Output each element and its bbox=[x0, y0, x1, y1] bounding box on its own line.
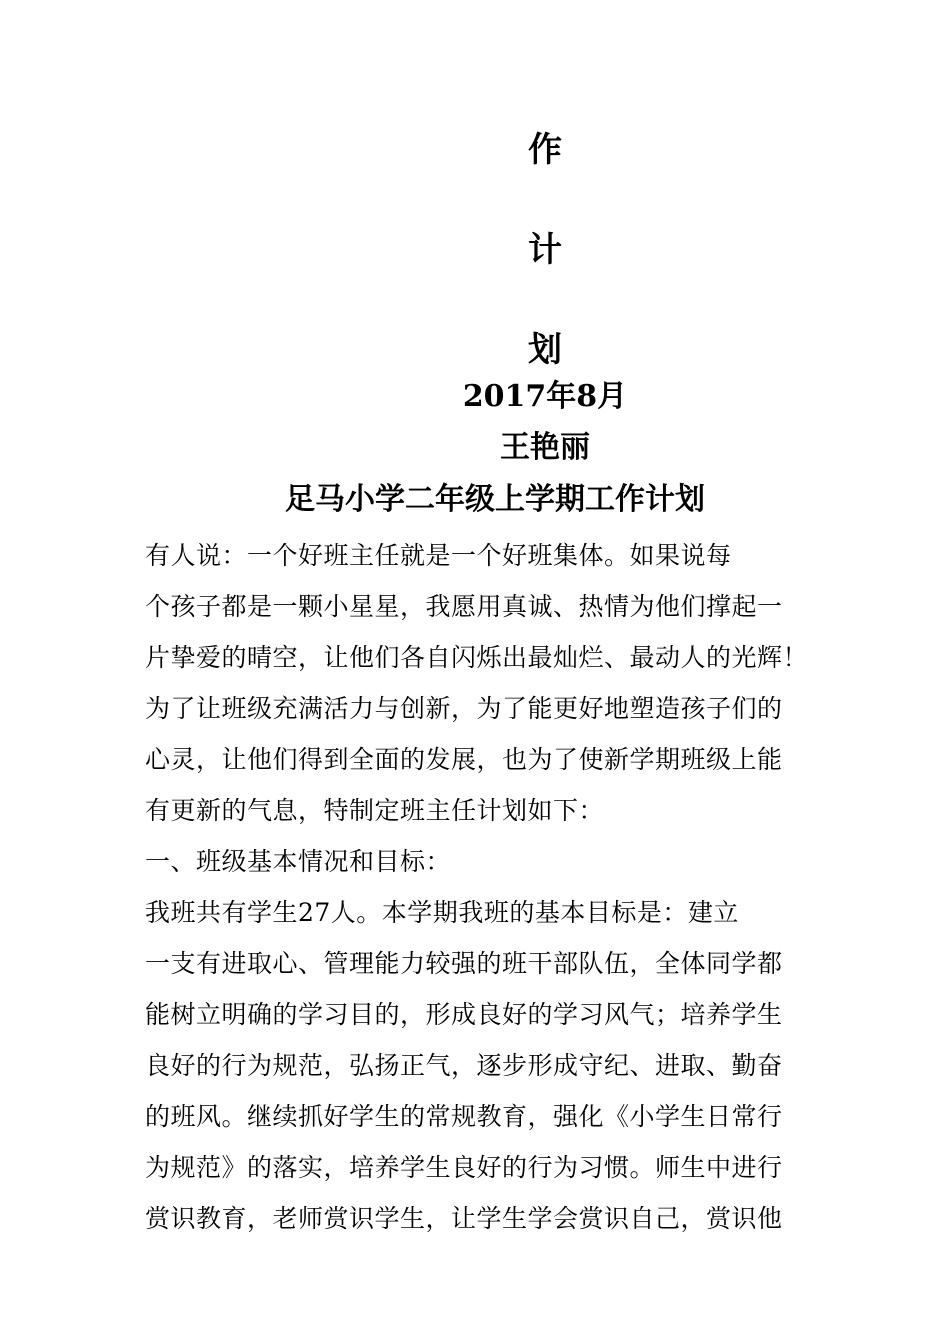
body-line: 一支有进取心、管理能力较强的班干部队伍，全体同学都 bbox=[145, 949, 783, 978]
body-line: 有更新的气息，特制定班主任计划如下： bbox=[145, 796, 605, 825]
body-line: 良好的行为规范，弘扬正气，逐步形成守纪、进取、勤奋 bbox=[145, 1051, 783, 1080]
document-author: 王艳丽 bbox=[500, 430, 590, 465]
body-line: 为规范》的落实，培养学生良好的行为习惯。师生中进行 bbox=[145, 1153, 783, 1182]
body-line: 有人说：一个好班主任就是一个好班集体。如果说每 bbox=[145, 541, 732, 570]
body-line: 为了让班级充满活力与创新，为了能更好地塑造孩子们的 bbox=[145, 694, 783, 723]
vertical-title-char: 划 bbox=[528, 330, 562, 370]
body-line: 片挚爱的晴空，让他们各自闪烁出最灿烂、最动人的光辉！ bbox=[145, 643, 809, 672]
document-title: 足马小学二年级上学期工作计划 bbox=[285, 482, 705, 517]
document-body bbox=[145, 530, 809, 1244]
vertical-title-char: 计 bbox=[528, 230, 562, 270]
document-date: 2017年8月 bbox=[462, 379, 628, 414]
body-line: 我班共有学生27人。本学期我班的基本目标是：建立 bbox=[145, 898, 739, 927]
body-line: 个孩子都是一颗小星星，我愿用真诚、热情为他们撑起一 bbox=[145, 592, 783, 621]
body-line: 的班风。继续抓好学生的常规教育，强化《小学生日常行 bbox=[145, 1102, 783, 1131]
body-line: 赏识教育，老师赏识学生，让学生学会赏识自己，赏识他 bbox=[145, 1204, 783, 1233]
vertical-title-char: 作 bbox=[528, 130, 562, 170]
section-heading: 一、班级基本情况和目标： bbox=[145, 847, 452, 876]
body-line: 能树立明确的学习目的，形成良好的学习风气；培养学生 bbox=[145, 1000, 783, 1029]
body-line: 心灵，让他们得到全面的发展，也为了使新学期班级上能 bbox=[145, 745, 783, 774]
